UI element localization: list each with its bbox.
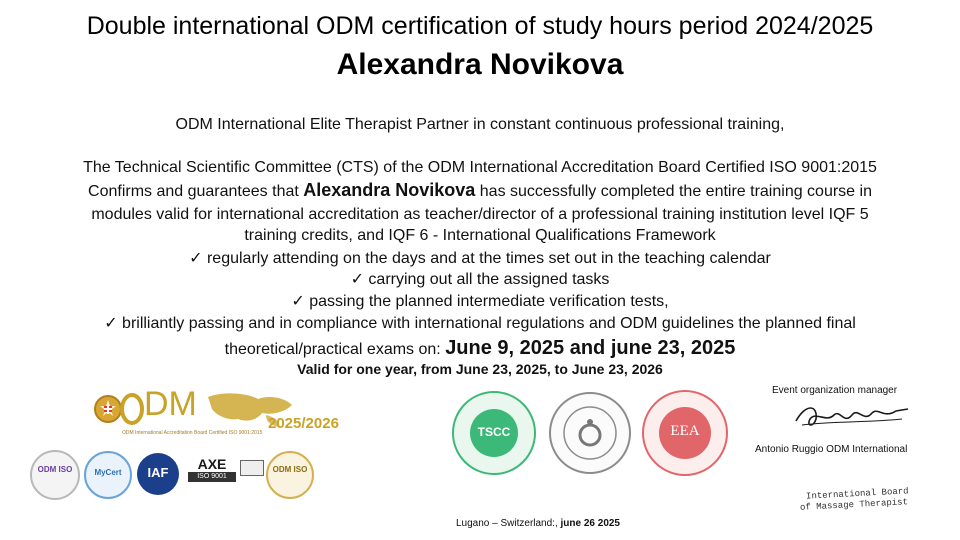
check-item: ✓ carrying out all the assigned tasks xyxy=(350,271,610,288)
odm-seal-graphic xyxy=(547,390,633,476)
check-item: ✓ regularly attending on the days and at the times set out in the teaching calendar xyxy=(189,250,771,267)
badge-iaf xyxy=(137,453,179,495)
eea-seal-text: EEA xyxy=(670,423,700,439)
badge-label: ODM ISO xyxy=(37,465,73,474)
body-line-2 xyxy=(0,180,960,201)
badge-odm-iso xyxy=(30,450,80,500)
exam-line xyxy=(0,337,960,360)
signature-name: Antonio Ruggio ODM International xyxy=(755,444,908,455)
check-item: ✓ brilliantly passing and in compliance with international regulations and ODM guidelines the planned final xyxy=(104,315,856,332)
badge-label-sub: ISO 9001 xyxy=(188,472,236,482)
badge-label: IAF xyxy=(147,465,169,480)
year-label: 2025/2026 xyxy=(268,415,339,432)
odm-logo-text: DM xyxy=(144,385,197,423)
body-line-1: The Technical Scientific Committee (CTS) of the ODM International Accreditation Board Certified ISO 9001:2015 xyxy=(83,159,877,176)
badge-iso-small xyxy=(240,460,264,476)
badge-axe xyxy=(188,456,236,490)
footer-place: Lugano – Switzerland:, xyxy=(456,518,561,529)
footer-date: june 26 2025 xyxy=(560,518,620,529)
signature-mark xyxy=(792,397,912,435)
odm-logo xyxy=(88,383,368,443)
badge-label: MyCert xyxy=(94,468,122,477)
exam-pre: theoretical/practical exams on: xyxy=(224,341,446,358)
signature-graphic xyxy=(792,397,912,435)
badge-label: ODM ISO xyxy=(272,465,308,474)
check-item: ✓ passing the planned intermediate verification tests, xyxy=(291,293,669,310)
signature-role: Event organization manager xyxy=(772,385,898,396)
odm-logo-caption: ODM International Accreditation Board Certified ISO 9001:2015 xyxy=(122,430,263,436)
body-line-2-post: has successfully completed the entire training course in xyxy=(475,183,872,200)
body-line-3: modules valid for international accreditation as teacher/director of a professional training institution level IQF 5 xyxy=(91,206,869,223)
recipient-name: Alexandra Novikova xyxy=(336,48,624,81)
body-line-2-name: Alexandra Novikova xyxy=(303,180,476,200)
body-line-2-pre: Confirms and guarantees that xyxy=(88,183,304,200)
body-line-4: training credits, and IQF 6 - International Qualifications Framework xyxy=(244,227,716,244)
tscc-seal-text: TSCC xyxy=(477,425,511,439)
eea-seal xyxy=(641,389,729,477)
badge-odm-gold xyxy=(266,451,314,499)
badge-mycert xyxy=(84,451,132,499)
tscc-seal xyxy=(451,390,537,476)
board-stamp-line1: International Board xyxy=(805,486,909,502)
footer-place-date xyxy=(456,518,620,529)
certificate-title: Double international ODM certification of study hours period 2024/2025 xyxy=(86,12,874,40)
validity-line: Valid for one year, from June 23, 2025, to June 23, 2026 xyxy=(297,361,663,377)
board-stamp-line2: of Massage Therapist xyxy=(799,497,909,513)
badge-label: AXE xyxy=(197,456,227,472)
subtitle: ODM International Elite Therapist Partner in constant continuous professional training, xyxy=(175,116,785,133)
odm-seal xyxy=(547,390,633,476)
exam-dates: June 9, 2025 and june 23, 2025 xyxy=(445,337,736,359)
